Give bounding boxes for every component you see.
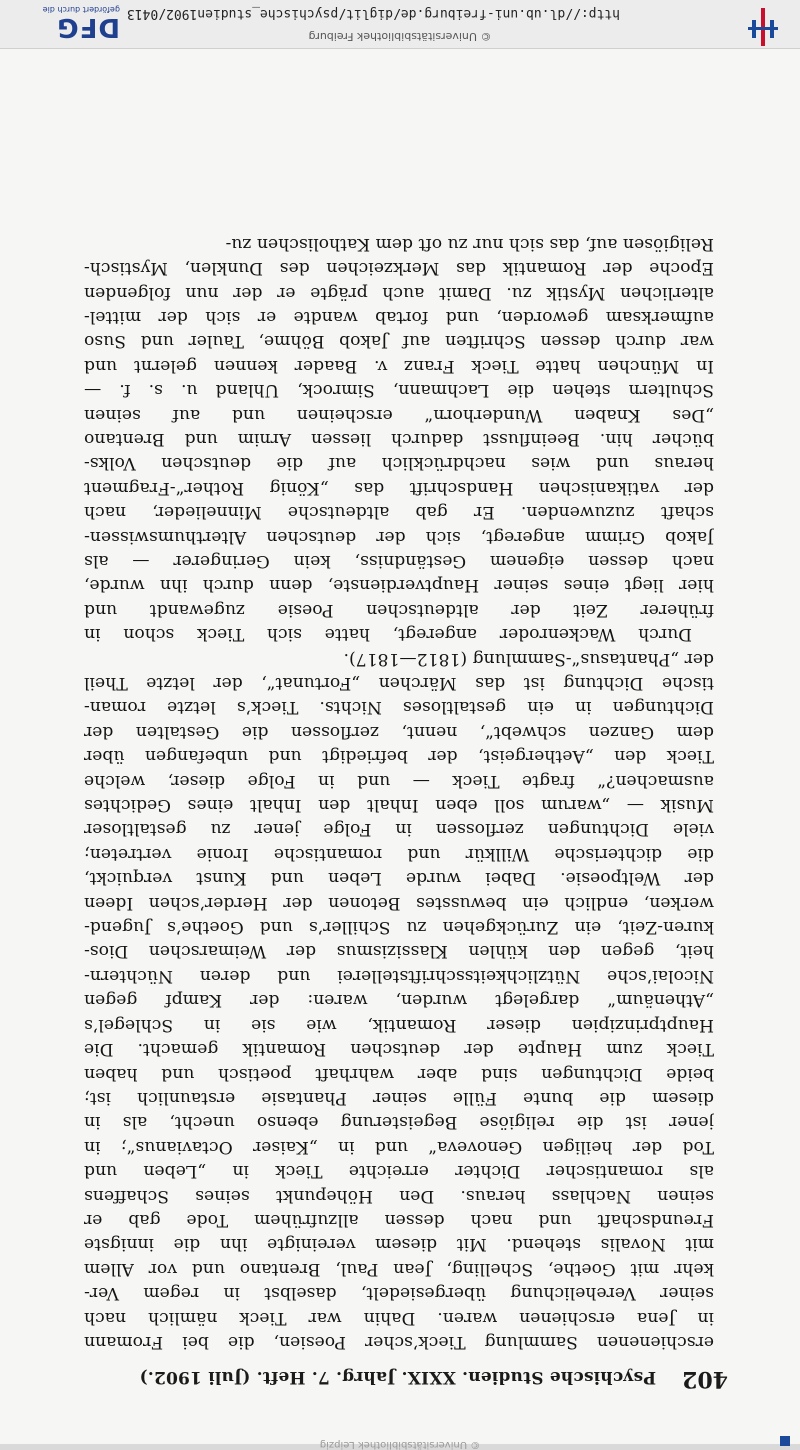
corner-logo-icon [780,1436,790,1446]
running-head [68,1366,728,1392]
running-title: Psychische Studien. XXIX. Jahrg. 7. Heft. (Juli 1902.) [139,1367,657,1387]
ub-logo-graphic [748,8,778,46]
text-line: Freundschaft und nach dessen allzufrühem Tode gab er [84,1209,714,1230]
text-line: Nicolai’sche Nützlichkeitsschriftstellerei und deren Nüchtern- [84,965,714,986]
text-line: dem Ganzen schwebt“, nennt, zerflossen die Gestalten der [84,721,714,742]
text-line: Schultern stehen die Lachmann, Simrock, Uhland u. s. f. — [84,380,714,401]
text-line: alterlichen Mystik zu. Damit auch prägte er der nun folgenden [84,282,714,303]
text-line: Tod der heiligen Genoveva“ und in „Kaiser Octavianus“; in [84,1136,714,1157]
page-number: 402 [682,1366,728,1392]
text-line: Jakob Grimm angeregt, sich der deutschen Alterthumswissen- [84,526,714,547]
text-line: aufmerksam geworden, und fortab wandte er sich der mittel- [84,306,714,327]
text-line: werken, endlich ein bewusstes Betonen der Herder’schen Ideen [84,892,714,913]
dfg-logo [16,5,120,42]
text-line: seinen Nachlass heraus. Den Höhepunkt seines Schaffens [84,1185,714,1206]
dfg-subtitle: gefördert durch die [42,5,120,14]
text-line: Musik — „warum soll eben Inhalt den Inhalt eines Gedichtes [84,795,714,816]
text-line: mit Novalis stehend. Mit diesem vereinigte ihn die innigste [84,1234,714,1255]
footer-credit: © Universitätsbibliothek Freiburg [308,30,492,43]
text-line: erschienenen Sammlung Tieck’scher Poesien, die bei Fromann [84,1332,714,1352]
text-line: in Jena erschienen waren. Dahin war Tieck nämlich nach [84,1307,714,1328]
text-line: diesem die bunte Fülle seiner Phantasie erstaunlich ist; [84,1087,714,1108]
text-line: jener ist die religiöse Begeisterung ebenso unecht, als in [84,1112,714,1133]
text-line: Hauptprinzipien dieser Romantik, wie sie in Schlegel’s [84,1014,714,1035]
text-line: hier liegt eines seiner Hauptverdienste, denn durch ihn wurde, [84,575,714,596]
ub-freiburg-logo-icon [748,8,778,46]
footer-band [0,0,800,49]
text-line: seiner Verehelichung übergesiedelt, daselbst in regem Ver- [84,1283,714,1304]
body-text [84,231,714,1354]
text-line: bücher hin. Beeinflusst dadurch liessen Arnim und Brentano [84,428,714,449]
top-copyright-credit: © Universitätsbibliothek Leipzig [319,1439,481,1450]
text-line: der Weltpoesie. Dabei wurde Leben und Kunst verquickt, [84,868,714,889]
text-line: Dichtungen in ein gestaltloses Nichts. Tieck’s letzte roman- [84,697,714,718]
text-line: ausmachen?“ fragte Tieck — und in Folge dieser, welche [84,770,714,791]
text-line: die dichterische Willkür und romantische Ironie vertreten; [84,843,714,864]
text-line: früherer Zeit der altdeutschen Poesie zugewandt und [84,599,714,620]
text-line: der vatikanischen Handschrift das „König Rother“-Fragment [84,477,714,498]
text-line: Tieck zum Haupte der deutschen Romantik gemacht. Die [84,1039,714,1060]
text-line: In München hatte Tieck Franz v. Baader kennen gelernt und [84,355,714,376]
text-line: Epoche der Romantik das Merkzeichen des Dunklen, Mystisch- [84,258,714,279]
text-line: schaft zuzuwenden. Er gab altdeutsche Minnelieder, nach [84,502,714,523]
text-line: kehr mit Goethe, Schelling, Jean Paul, Brentano und vor Allem [84,1258,714,1279]
text-line: tische Dichtung ist das Märchen „Fortunat“, der letzte Theil [84,673,714,694]
text-line: beide Dichtungen sind aber wahrhaft poetisch und haben [84,1063,714,1084]
text-line: der „Phantasus“-Sammlung (1812—1817). [343,648,714,669]
text-line: heraus und wies nachdrücklich auf die deutschen Volks- [84,453,714,474]
text-line: kuren-Zeit, ein Zurückgehen zu Schiller’s und Goethe’s Jugend- [84,917,714,938]
text-line: heit, gegen den kühlen Klassizismus der Weimarschen Dios- [84,941,714,962]
text-line: „Athenäum“ dargelegt wurden, waren: der Kampf gegen [84,990,714,1011]
source-url-link[interactable]: http://dl.ub.uni-freiburg.de/diglit/psychische_studien1902/0413 [126,6,620,21]
text-line: Durch Wackenroder angeregt, hatte sich Tieck schon in [84,624,692,645]
dfg-wordmark: DFG [56,12,120,42]
text-line: nach dessen eigenem Geständniss, kein Geringerer — als [84,551,714,571]
text-line: „Des Knaben Wunderhorn“ erscheinen und auf seinen [84,404,714,425]
text-line: Religiösen auf, das sich nur zu oft dem Katholischen zu- [225,233,714,254]
text-line: viele Dichtungen zerflossen in Folge jener zu gestaltloser [84,819,714,840]
text-line: als romantischer Dichter erreichte Tieck in „Leben und [84,1161,714,1182]
text-line: war durch dessen Schriften auf Jakob Böhme, Tauler und Suso [84,331,714,352]
text-line: Tieck den „Aethergeist, der befriedigt und unbefangen über [84,746,714,767]
